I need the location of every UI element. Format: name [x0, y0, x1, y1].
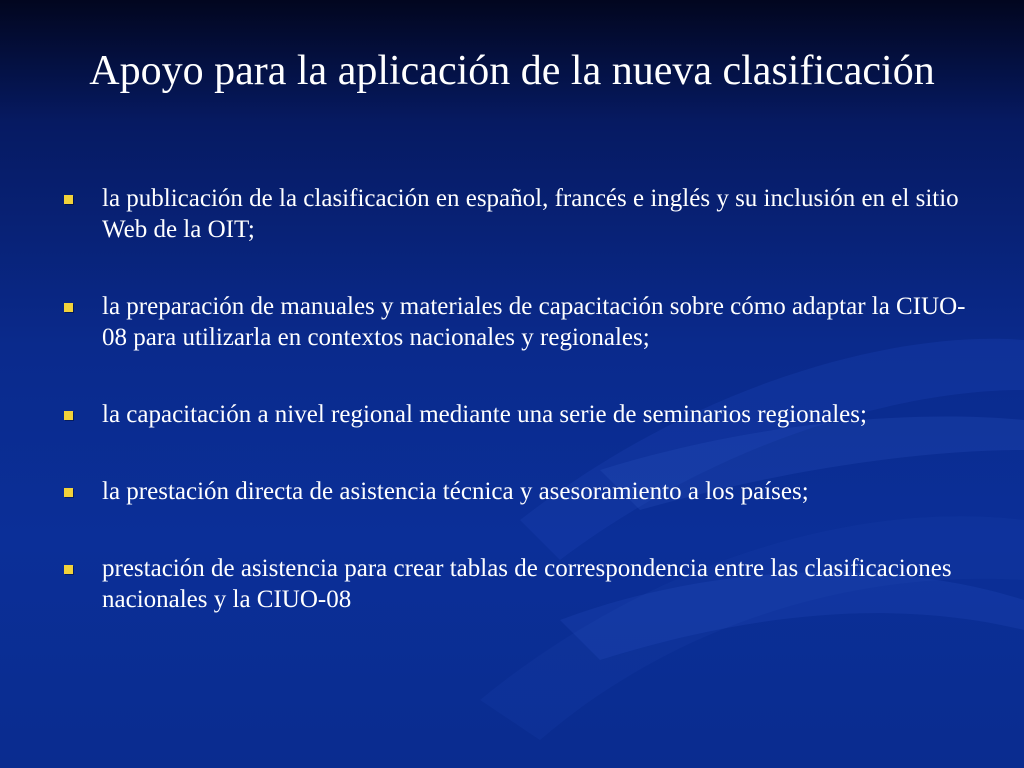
list-item: [58, 183, 968, 245]
list-item: [58, 399, 968, 430]
list-item: [58, 476, 968, 507]
bullet-text: la prestación directa de asistencia técnica y asesoramiento a los países;: [102, 478, 809, 505]
bullet-text: la capacitación a nivel regional mediante una serie de seminarios regionales;: [102, 401, 867, 428]
list-item: [58, 291, 968, 353]
bullet-text: la publicación de la clasificación en español, francés e inglés y su inclusión en el sitio Web de la OIT;: [102, 185, 959, 243]
square-bullet-icon: [64, 303, 73, 312]
square-bullet-icon: [64, 565, 73, 574]
bullet-text: la preparación de manuales y materiales de capacitación sobre cómo adaptar la CIUO-08 para utilizarla en contextos nacionales y regionales;: [102, 293, 966, 351]
square-bullet-icon: [64, 411, 73, 420]
slide-title: Apoyo para la aplicación de la nueva clasificación: [89, 48, 935, 94]
bullet-text: prestación de asistencia para crear tablas de correspondencia entre las clasificaciones nacionales y la CIUO-08: [102, 555, 952, 613]
bullet-list: [58, 183, 968, 661]
list-item: [58, 553, 968, 615]
square-bullet-icon: [64, 488, 73, 497]
square-bullet-icon: [64, 195, 73, 204]
